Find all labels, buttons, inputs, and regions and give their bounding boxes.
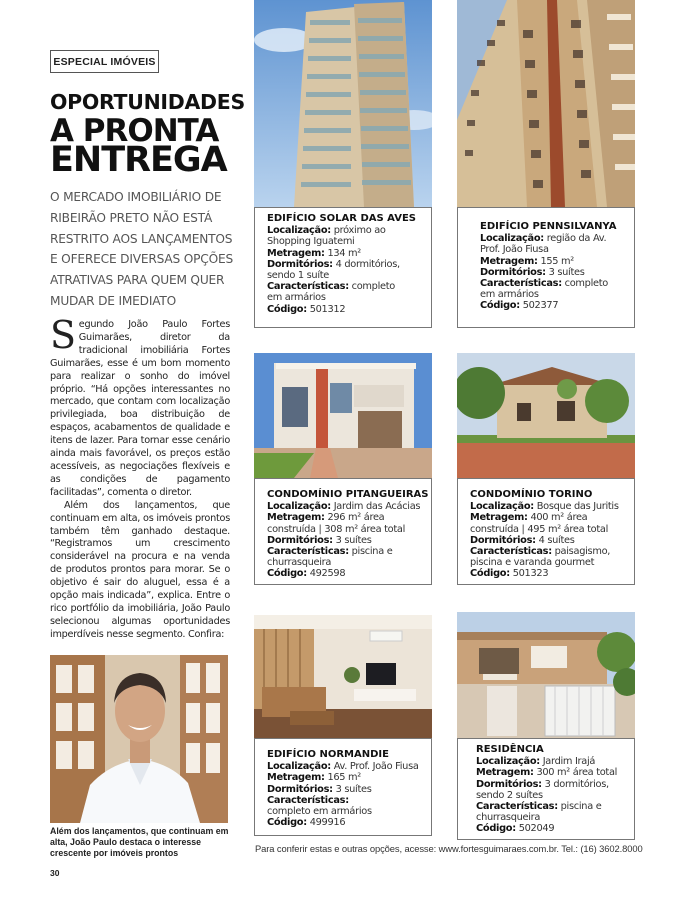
location-value: Bosque das Juritis (536, 501, 619, 513)
bedrooms-value: 4 suítes (538, 534, 575, 546)
paragraph-1 (50, 313, 230, 500)
size-value: 300 m² área total (536, 767, 618, 779)
property-name: RESIDÊNCIA (476, 744, 544, 755)
location-label: Localização: (267, 225, 331, 237)
headline-line-3: ENTREGA (50, 140, 227, 180)
headline (50, 88, 245, 180)
bedrooms-label: Dormitórios: (480, 266, 546, 278)
features-label: Características: (267, 794, 349, 806)
property-card-solar-das-aves (254, 207, 432, 328)
size-label: Metragem: (267, 772, 325, 784)
paragraph-1-text: egundo João Paulo Fortes Guimarães, diretor da tradicional imobiliária Fortes Guimarães, esse é um bom momento para realizar o sonho do imóvel próprio. “Há opções interessantes no mercado, que contam com localização privilegiada, boa distribuição de espaços, acabamentos de qualidade e itens de lazer. Para tornar esse cenário ainda mais favorável, os preços estão acessíveis, as negociações flexíveis e as condições de pagamento facilitadas”, comenta o diretor. (50, 319, 230, 498)
bedrooms-value: 3 suítes (335, 534, 372, 546)
location-value-cont: Prof. João Fiusa (480, 244, 549, 256)
bedrooms-label: Dormitórios: (267, 534, 333, 546)
features-value: completo em armários (267, 806, 372, 818)
size-label: Metragem: (480, 255, 538, 267)
code-label: Código: (267, 303, 307, 315)
features-value-cont: em armários (480, 289, 539, 301)
code-value: 501312 (309, 303, 346, 315)
lede-line: E OFERECE DIVERSAS OPÇÕES (50, 252, 234, 267)
location-value: próximo ao (333, 225, 386, 237)
headline-line-1: OPORTUNIDADES (50, 90, 245, 114)
size-value-cont: construída | 495 m² área total (470, 523, 609, 535)
property-name: EDIFÍCIO PENNSILVANYA (480, 221, 617, 232)
bedrooms-value: 3 suítes (335, 783, 372, 795)
property-card-normandie (254, 738, 432, 836)
location-value: Jardim das Acácias (333, 501, 421, 513)
code-value: 501323 (512, 568, 549, 580)
size-label: Metragem: (476, 767, 534, 779)
features-value-cont: piscina e varanda gourmet (470, 557, 595, 569)
lede-line: RIBEIRÃO PRETO NÃO ESTÁ (50, 210, 213, 225)
location-value-cont: Shopping Iguatemi (267, 236, 355, 248)
property-photo-torino (457, 353, 635, 478)
lede-line: ATRATIVAS PARA QUEM QUER (50, 273, 225, 288)
features-value-cont: em armários (267, 292, 326, 304)
property-photo-pitangueiras (254, 353, 432, 478)
bedrooms-label: Dormitórios: (267, 783, 333, 795)
bedrooms-value: 3 dormitórios, (544, 778, 609, 790)
code-label: Código: (480, 300, 520, 312)
location-label: Localização: (267, 761, 331, 773)
bedrooms-value-cont: sendo 2 suítes (476, 789, 543, 801)
features-label: Características: (267, 281, 349, 293)
location-label: Localização: (470, 501, 534, 513)
headline-line-2: A PRONTA (50, 113, 219, 149)
size-label: Metragem: (267, 247, 325, 259)
size-value: 155 m² (540, 255, 574, 267)
section-tag: ESPECIAL IMÓVEIS (50, 50, 159, 73)
bedrooms-label: Dormitórios: (267, 258, 333, 270)
lede-line: RESTRITO AOS LANÇAMENTOS (50, 231, 233, 246)
property-name: CONDOMÍNIO PITANGUEIRAS (267, 489, 429, 500)
bedrooms-label: Dormitórios: (470, 534, 536, 546)
code-label: Código: (470, 568, 510, 580)
property-photo-solar-das-aves (254, 0, 432, 207)
property-card-torino (457, 478, 635, 585)
features-value: piscina e (560, 801, 602, 813)
features-label: Características: (480, 278, 562, 290)
contact-footer: Para conferir estas e outras opções, acesse: www.fortesguimaraes.com.br. Tel.: (16) 3602.8000 (255, 843, 643, 854)
size-value-cont: construída | 308 m² área total (267, 523, 406, 535)
photo-caption: Além dos lançamentos, que continuam em alta, João Paulo destaca o interesse crescente por imóveis prontos (50, 826, 229, 859)
size-value: 134 m² (327, 247, 361, 259)
code-label: Código: (267, 568, 307, 580)
location-value: Av. Prof. João Fiusa (333, 761, 419, 773)
size-value: 296 m² área (327, 512, 385, 524)
location-value: região da Av. (546, 233, 607, 245)
lede-line: O MERCADO IMOBILIÁRIO DE (50, 190, 222, 204)
property-photo-pennsilvanya (457, 0, 635, 207)
property-name: CONDOMÍNIO TORINO (470, 489, 593, 500)
location-value: Jardim Irajá (542, 756, 596, 768)
size-label: Metragem: (470, 512, 528, 524)
features-value: piscina e (351, 546, 393, 558)
code-value: 502049 (518, 823, 555, 835)
page-number: 30 (50, 868, 60, 878)
property-name: EDIFÍCIO NORMANDIE (267, 749, 389, 760)
code-label: Código: (267, 817, 307, 829)
features-value: completo (564, 278, 608, 290)
features-value-cont: churrasqueira (476, 812, 541, 824)
portrait-photo (50, 655, 228, 823)
code-value: 492598 (309, 568, 346, 580)
property-name: EDIFÍCIO SOLAR DAS AVES (267, 213, 416, 224)
property-card-pitangueiras (254, 478, 432, 585)
features-value: completo (351, 281, 395, 293)
dropcap: S (50, 313, 76, 357)
bedrooms-label: Dormitórios: (476, 778, 542, 790)
features-value-cont: churrasqueira (267, 557, 332, 569)
property-photo-residencia (457, 612, 635, 738)
code-value: 499916 (309, 817, 346, 829)
features-label: Características: (470, 546, 552, 558)
code-label: Código: (476, 823, 516, 835)
bedrooms-value-cont: sendo 1 suíte (267, 270, 330, 282)
property-card-pennsilvanya (457, 207, 635, 328)
lede-line: MUDAR DE IMEDIATO (50, 293, 177, 308)
size-value: 165 m² (327, 772, 361, 784)
size-label: Metragem: (267, 512, 325, 524)
location-label: Localização: (480, 233, 544, 245)
article-body (50, 313, 230, 642)
code-value: 502377 (522, 300, 559, 312)
bedrooms-value: 4 dormitórios, (335, 258, 400, 270)
lede (50, 187, 235, 312)
bedrooms-value: 3 suítes (548, 266, 585, 278)
features-label: Características: (267, 546, 349, 558)
location-label: Localização: (267, 501, 331, 513)
portrait-illustration (50, 655, 228, 823)
property-photo-normandie (254, 615, 432, 738)
property-card-residencia (457, 738, 635, 840)
location-label: Localização: (476, 756, 540, 768)
features-label: Características: (476, 801, 558, 813)
features-value: paisagismo, (554, 546, 611, 558)
size-value: 400 m² área (530, 512, 588, 524)
paragraph-2: Além dos lançamentos, que continuam em alta, os imóveis prontos também têm ganhado destaque. “Registramos um crescimento considerável na procura e na venda de produtos prontos para morar. Se o objetivo é sair do aluguel, essa é a opção mais indicada”, explica. Entre o rico portfólio da imobiliária, João Paulo selecionou algumas oportunidades imperdíveis nesse segmento. Confira: (50, 499, 230, 640)
